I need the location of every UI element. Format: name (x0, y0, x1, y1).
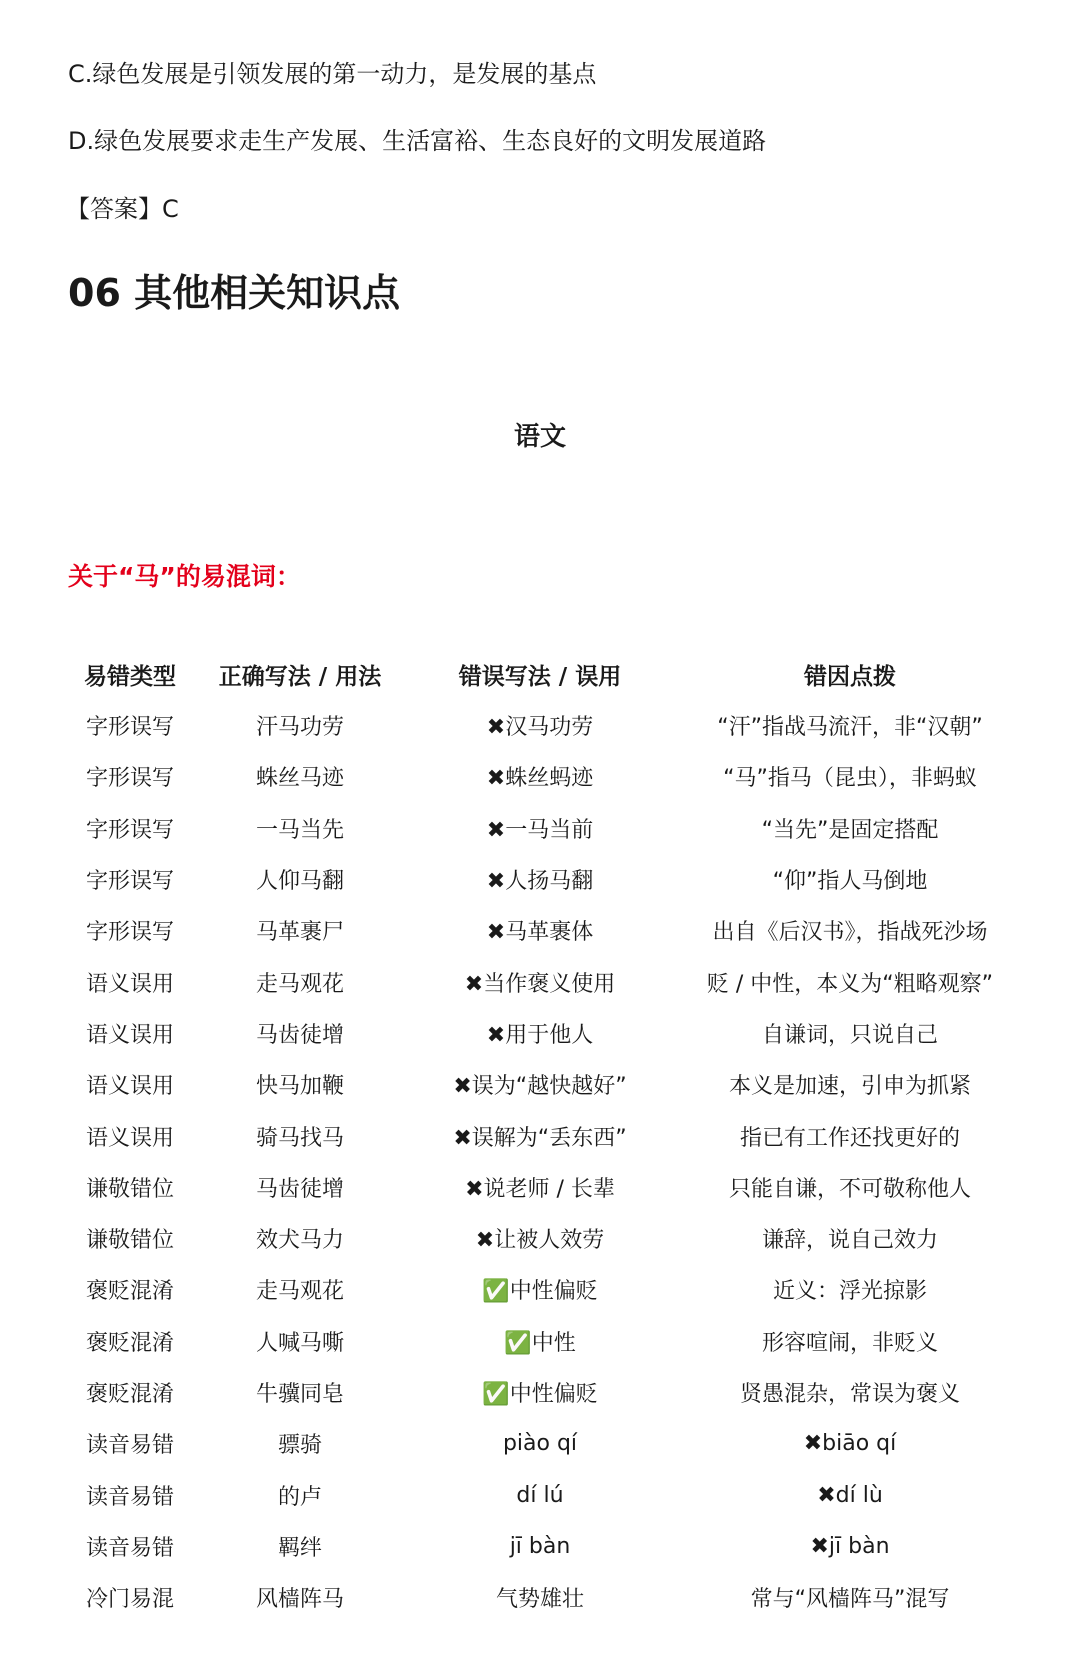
answer-line: 【答案】C (66, 195, 179, 223)
explanation-cell: 本义是加速，引申为抓紧 (728, 1074, 971, 1100)
correct-usage-cell: 走马观花 (255, 1279, 344, 1305)
error-type-cell: 语义误用 (85, 1022, 174, 1048)
table-row (60, 1162, 1020, 1213)
error-type-cell: 语义误用 (85, 1125, 174, 1151)
explanation-cell: 近义：浮光掠影 (772, 1279, 927, 1305)
wrong-usage-cell: dí lú (516, 1482, 564, 1508)
explanation-cell: 贬 / 中性，本义为“粗略观察” (706, 971, 994, 997)
table-row (60, 700, 1020, 751)
error-type-cell: 冷门易混 (85, 1587, 174, 1613)
wrong-usage-cell: ✖汉马功劳 (486, 715, 594, 741)
wrong-usage-cell: ✖人扬马翻 (486, 869, 594, 895)
wrong-usage-cell: ✖蛛丝蚂迹 (486, 766, 594, 792)
error-type-cell: 谦敬错位 (85, 1176, 174, 1202)
correct-usage-cell: 牛骥同皂 (255, 1382, 344, 1407)
explanation-cell: 常与“风樯阵马”混写 (750, 1587, 950, 1613)
table-row (60, 956, 1020, 1007)
correct-usage-cell: 效犬马力 (255, 1228, 344, 1254)
correct-usage-cell: 汗马功劳 (255, 715, 344, 741)
wrong-usage-cell: piào qí (502, 1431, 578, 1457)
table-row (60, 1418, 1020, 1469)
correct-usage-cell: 蛛丝马迹 (255, 766, 344, 792)
header-wrong-usage: 错误写法 / 误用 (458, 663, 622, 690)
wrong-usage-cell: ✅中性 (504, 1330, 576, 1356)
correct-usage-cell: 的卢 (277, 1484, 322, 1510)
explanation-cell: “仰”指人马倒地 (772, 869, 928, 895)
error-type-cell: 读音易错 (85, 1433, 174, 1459)
header-explanation: 错因点拨 (804, 663, 896, 690)
explanation-cell: ✖biāo qí (803, 1431, 897, 1457)
wrong-usage-cell: ✖误为“越快越好” (453, 1074, 627, 1100)
table-row (60, 1110, 1020, 1161)
explanation-cell: 指已有工作还找更好的 (739, 1125, 960, 1151)
correct-usage-cell: 马齿徒增 (255, 1022, 344, 1048)
table-body (60, 700, 1020, 1623)
wrong-usage-cell: ✖说老师 / 长辈 (465, 1176, 615, 1202)
explanation-cell: ✖jī bàn (810, 1533, 890, 1559)
correct-usage-cell: 走马观花 (255, 971, 344, 997)
error-type-cell: 字形误写 (85, 869, 174, 895)
explanation-cell: 形容喧闹，非贬义 (761, 1330, 938, 1356)
table-row (60, 1008, 1020, 1059)
wrong-usage-cell: ✖让被人效劳 (475, 1228, 605, 1254)
correct-usage-cell: 羁绊 (277, 1535, 322, 1561)
error-type-cell: 褒贬混淆 (85, 1382, 174, 1407)
explanation-cell: 谦辞，说自己效力 (761, 1228, 938, 1254)
explanation-cell: “当先”是固定搭配 (761, 817, 939, 843)
wrong-usage-cell: ✖一马当前 (486, 817, 594, 843)
correct-usage-cell: 风樯阵马 (255, 1587, 344, 1613)
explanation-cell: 出自《后汉书》，指战死沙场 (712, 920, 988, 946)
option-d: D.绿色发展要求走生产发展、生活富裕、生态良好的文明发展道路 (68, 127, 767, 155)
table-row (60, 1469, 1020, 1520)
wrong-usage-cell: ✖误解为“丢东西” (453, 1125, 627, 1151)
wrong-usage-cell: ✖马革裹体 (486, 920, 594, 946)
explanation-cell: “马”指马（昆虫），非蚂蚁 (723, 766, 977, 792)
wrong-usage-cell: ✖当作褒义使用 (464, 971, 616, 997)
explanation-cell: “汗”指战马流汗，非“汉朝” (717, 715, 983, 741)
table-row (60, 854, 1020, 905)
correct-usage-cell: 快马加鞭 (255, 1074, 344, 1100)
correct-usage-cell: 骑马找马 (255, 1125, 344, 1151)
wrong-usage-cell: ✅中性偏贬 (482, 1279, 598, 1305)
error-type-cell: 语义误用 (85, 1074, 174, 1100)
correct-usage-cell: 骠骑 (277, 1433, 322, 1459)
correct-usage-cell: 人仰马翻 (255, 869, 344, 895)
table-row (60, 1367, 1020, 1418)
wrong-usage-cell: jī bàn (509, 1533, 571, 1559)
correct-usage-cell: 一马当先 (255, 817, 344, 843)
table-row (60, 751, 1020, 802)
error-type-cell: 读音易错 (85, 1535, 174, 1561)
header-correct-usage: 正确写法 / 用法 (218, 663, 382, 690)
table-row (60, 1264, 1020, 1315)
table-row (60, 1572, 1020, 1623)
explanation-cell: 只能自谦，不可敬称他人 (728, 1176, 971, 1202)
table-row (60, 1521, 1020, 1572)
explanation-cell: 自谦词，只说自己 (761, 1022, 938, 1048)
error-type-cell: 读音易错 (85, 1484, 174, 1510)
topic-heading: 关于“马”的易混词： (68, 562, 301, 591)
table-row (60, 1059, 1020, 1110)
table-row (60, 803, 1020, 854)
correct-usage-cell: 马齿徒增 (255, 1176, 344, 1202)
option-c: C.绿色发展是引领发展的第一动力，是发展的基点 (68, 60, 597, 88)
table-row (60, 1213, 1020, 1264)
confusable-words-table (60, 648, 1020, 1623)
explanation-cell: 贤愚混杂，常误为褒义 (739, 1382, 960, 1407)
wrong-usage-cell: ✖用于他人 (486, 1022, 594, 1048)
error-type-cell: 褒贬混淆 (85, 1330, 174, 1356)
table-row (60, 905, 1020, 956)
table-row (60, 1316, 1020, 1367)
table-header-row (60, 648, 1020, 700)
error-type-cell: 字形误写 (85, 766, 174, 792)
error-type-cell: 褒贬混淆 (85, 1279, 174, 1305)
correct-usage-cell: 马革裹尸 (255, 920, 344, 946)
error-type-cell: 谦敬错位 (85, 1228, 174, 1254)
explanation-cell: ✖dí lù (817, 1482, 883, 1508)
correct-usage-cell: 人喊马嘶 (255, 1330, 344, 1356)
header-error-type: 易错类型 (84, 663, 176, 690)
wrong-usage-cell: 气势雄壮 (495, 1587, 584, 1613)
error-type-cell: 字形误写 (85, 715, 174, 741)
wrong-usage-cell: ✅中性偏贬 (482, 1382, 598, 1407)
error-type-cell: 语义误用 (85, 971, 174, 997)
subject-heading: 语文 (513, 422, 566, 452)
error-type-cell: 字形误写 (85, 920, 174, 946)
error-type-cell: 字形误写 (85, 817, 174, 843)
section-title: 06 其他相关知识点 (68, 271, 401, 315)
